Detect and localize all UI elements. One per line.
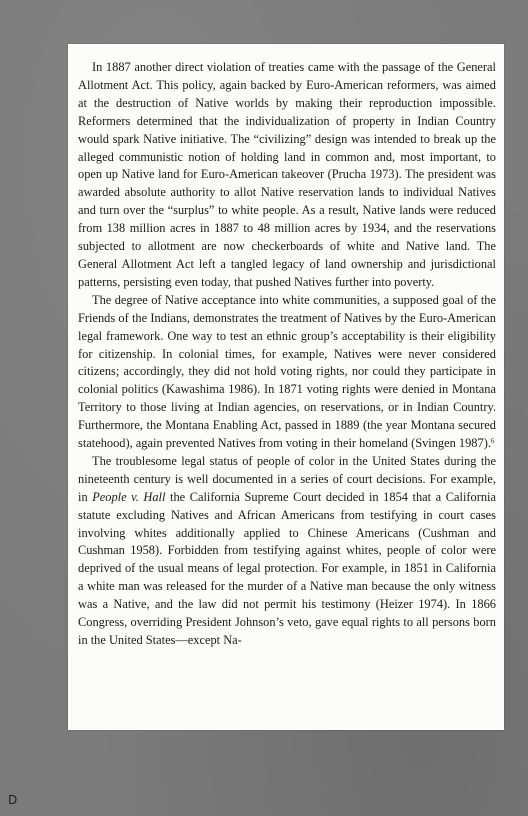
paragraph-allotment-act: In 1887 another direct violation of treaties came with the passage of the General Allotment Act. This policy, again backed by Euro-American reformers, was aimed at the destruction of Native worlds by making their reproduction impossible. Reformers determined that the individualization of property in Indian Country would spark Native initiative. The “civilizing” design was intended to break up the alleged communistic notion of holding land in common and, most important, to open up Native land for Euro-American takeover (Prucha 1973). The president was awarded absolute authority to allot Native reservation lands to individual Natives and turn over the “surplus” to white people. As a result, Native lands were reduced from 138 million acres in 1887 to 48 million acres by 1934, and the reservations subjected to allotment are now checkerboards of white and Native land. The General Allotment Act left a tangled legacy of land ownership and jurisdictional patterns, persisting even today, that pushed Natives further into poverty.: [78, 60, 496, 289]
paragraph-court-text-start: The troublesome legal status of people of color in the United States during the nineteenth century is well documented in a series of court decisions. For example, in: [78, 453, 496, 504]
paragraph-court-decisions: [78, 453, 496, 650]
body-text: [78, 59, 496, 650]
margin-mark: D: [8, 793, 18, 807]
book-page: [68, 44, 504, 730]
paragraph-citizenship-text: The degree of Native acceptance into white communities, a supposed goal of the Friends of the Indians, demonstrates the treatment of Natives by the Euro-American legal framework. One way to test an ethnic group’s acceptability is their eligibility for citizenship. In colonial times, for example, Natives were never considered citizens; accordingly, they did not hold voting rights, nor could they participate in colonial politics (Kawashima 1986). In 1871 voting rights were denied in Montana Territory to those living at Indian agencies, on reservations, or in Indian Country. Furthermore, the Montana Enabling Act, passed in 1889 (the year Montana secured statehood), again prevented Natives from voting in their homeland (Svingen 1987).: [78, 292, 496, 451]
case-name: People v. Hall: [92, 489, 166, 504]
paragraph-court-text-end: the California Supreme Court decided in 1854 that a California statute excluding Natives and African Americans from testifying in court cases involving whites additionally applied to Chinese Americans (Cushman and Cushman 1958). Forbidden from testifying against whites, people of color were deprived of the usual means of legal protection. For example, in 1851 in California a white man was released for the murder of a Native man because the only witness was a Native, and the law did not permit his testimony (Heizer 1974). In 1866 Congress, overriding President Johnson’s veto, gave equal rights to all persons born in the United States—except Na-: [78, 489, 496, 647]
footnote-reference: 6: [490, 437, 495, 446]
paragraph-citizenship: [78, 292, 496, 453]
